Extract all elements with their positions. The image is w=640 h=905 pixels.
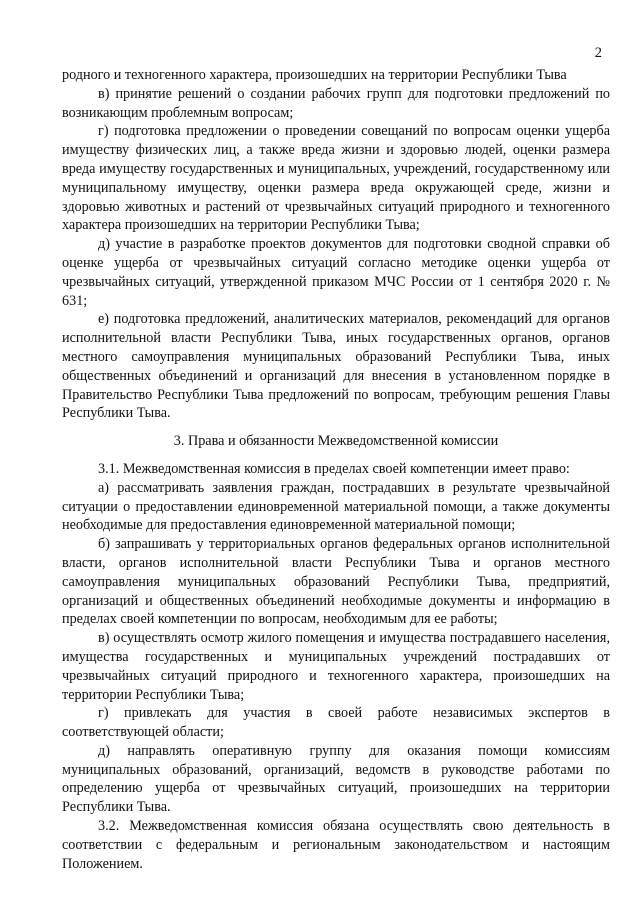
paragraph-3-1-b: б) запрашивать у территориальных органов федеральных органов исполнительной власти, органов исполнительной власти Республики Тыва и органов местного самоуправления муниципальных образований Республики Тыва, предприятий, организаций и общественных объединений необходимые документы и информацию в пределах своей компетенции по вопросам, необходимым для ее работы; bbox=[62, 536, 610, 628]
paragraph-item-e: е) подготовка предложений, аналитических материалов, рекомендаций для органов исполнительной власти Республики Тыва, иных государственных органов, органов местного самоуправления муниципальных образований Республики Тыва, иных общественных объединений и организаций для внесения в установленном порядке в Правительство Республики Тыва предложений по вопросам, требующим решения Главы Республики Тыва. bbox=[62, 311, 610, 422]
paragraph-3-1-g: г) привлекать для участия в своей работе независимых экспертов в соответствующей области; bbox=[62, 705, 610, 741]
paragraph-continuation: родного и техногенного характера, произошедших на территории Республики Тыва bbox=[62, 67, 567, 83]
paragraph-item-g: г) подготовка предложении о проведении совещаний по вопросам оценки ущерба имуществу физических лиц, а также вреда жизни и здоровью людей, оценки размера вреда имуществу государственных и муниципальных, учреждений, государственному или муниципальному имуществу, оценки размера вреда окружающей среде, жизни и здоровью животных и растений от чрезвычайных ситуаций природного и техногенного характера произошедших на территории Республики Тыва; bbox=[62, 123, 610, 234]
paragraph-3-2: 3.2. Межведомственная комиссия обязана осуществлять свою деятельность в соответствии с федеральным и региональным законодательством и настоящим Положением. bbox=[62, 818, 610, 872]
paragraph-item-v: в) принятие решений о создании рабочих групп для подготовки предложений по возникающим проблемным вопросам; bbox=[62, 85, 610, 121]
section-heading: 3. Права и обязанности Межведомственной комиссии bbox=[173, 433, 499, 450]
document-body bbox=[62, 66, 610, 873]
paragraph-3-1: 3.1. Межведомственная комиссия в пределах своей компетенции имеет право: bbox=[98, 460, 570, 477]
paragraph-3-1-v: в) осуществлять осмотр жилого помещения и имущества пострадавшего населения, имущества государственных и муниципальных учреждений пострадавших от чрезвычайных ситуаций природного и техногенного характера, произошедших на территории Республики Тыва; bbox=[62, 630, 610, 703]
paragraph-item-d: д) участие в разработке проектов документов для подготовки сводной справки об оценке ущерба от чрезвычайных ситуаций согласно методике оценки ущерба от чрезвычайных ситуаций, утвержденной приказом МЧС России от 1 сентября 2020 г. № 631; bbox=[62, 236, 610, 309]
paragraph-3-1-a: а) рассматривать заявления граждан, пострадавших в результате чрезвычайной ситуации о предоставлении единовременной материальной помощи, а также документы необходимые для предоставления единовременной материальной помощи; bbox=[62, 479, 610, 534]
paragraph-3-1-d: д) направлять оперативную группу для оказания помощи комиссиям муниципальных образований, организаций, ведомств в руководстве работами по определению ущерба от чрезвычайных ситуаций, произошедших на территории Республики Тыва. bbox=[62, 742, 610, 816]
page-number: 2 bbox=[594, 45, 602, 61]
